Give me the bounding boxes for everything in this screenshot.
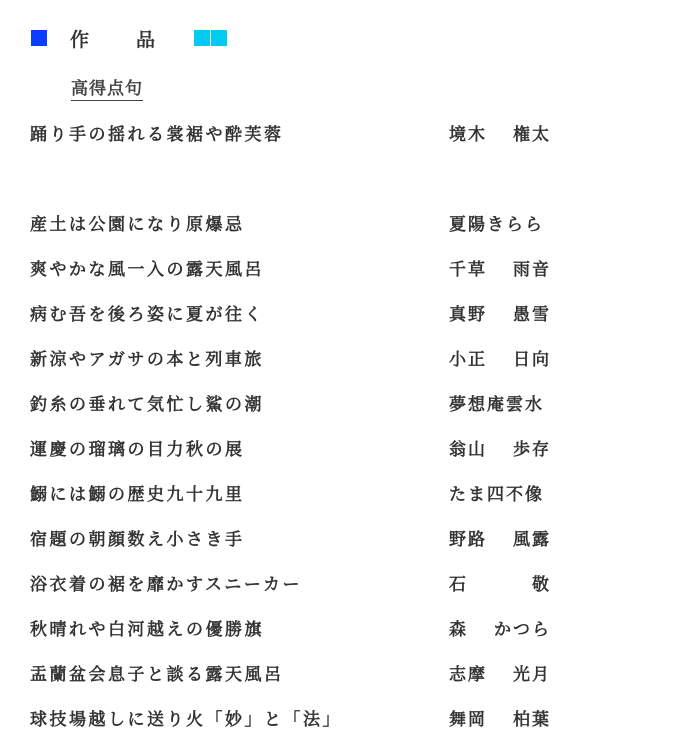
haiku-text: 爽やかな風一入の露天風呂: [30, 260, 264, 280]
haiku-text: 秋晴れや白河越えの優勝旗: [30, 620, 264, 640]
author-given: 権太: [513, 125, 551, 145]
haiku-text: 浴衣着の裾を靡かすスニーカー: [30, 575, 302, 595]
haiku-text: 産土は公園になり原爆忌: [30, 215, 245, 235]
author-surname: 森: [449, 620, 468, 640]
haiku-text: 鰯には鰯の歴史九十九里: [30, 485, 245, 505]
author-name: [449, 615, 551, 640]
list-item: [30, 660, 670, 684]
haiku-text: 盂蘭盆会息子と談る露天風呂: [30, 665, 284, 685]
list-item: [30, 300, 670, 324]
author-name: [449, 480, 551, 505]
author-name: [449, 345, 551, 370]
author-name: [449, 300, 551, 325]
author-name: [449, 660, 551, 685]
haiku-text: 病む吾を後ろ姿に夏が往く: [30, 305, 264, 325]
author-name: [449, 210, 551, 235]
author-given: 柏葉: [513, 710, 551, 730]
author-surname: 夏陽きらら: [449, 215, 544, 235]
author-name: [449, 255, 551, 280]
author-surname: 舞岡: [449, 710, 487, 730]
cyan-square-icon: [194, 30, 210, 46]
author-given: 風露: [513, 530, 551, 550]
author-surname: 境木: [449, 125, 487, 145]
author-name: [449, 120, 551, 145]
author-surname: 野路: [449, 530, 487, 550]
list-item: [30, 120, 670, 144]
author-surname: 夢想庵雲水: [449, 395, 544, 415]
haiku-text: 踊り手の揺れる裳裾や酔芙蓉: [30, 125, 284, 145]
author-given: 敬: [532, 575, 551, 595]
author-given: 愚雪: [513, 305, 551, 325]
author-given: かつら: [494, 620, 551, 640]
haiku-text: 球技場越しに送り火「妙」と「法」: [30, 710, 342, 730]
list-item: [30, 705, 670, 729]
author-surname: 志摩: [449, 665, 487, 685]
author-given: 雨音: [513, 260, 551, 280]
list-item: [30, 390, 670, 414]
list-item: [30, 525, 670, 549]
author-name: [449, 435, 551, 460]
haiku-text: 宿題の朝顔数え小さき手: [30, 530, 245, 550]
list-item: [30, 210, 670, 234]
list-item: [30, 345, 670, 369]
author-surname: 石: [449, 575, 468, 595]
author-given: 歩存: [513, 440, 551, 460]
subtitle: 高得点句: [71, 74, 143, 101]
author-surname: 翁山: [449, 440, 487, 460]
blue-square-icon: [31, 30, 47, 46]
author-name: [449, 570, 551, 595]
author-given: 日向: [513, 350, 551, 370]
cyan-square-icon: [211, 30, 227, 46]
author-surname: 小正: [449, 350, 487, 370]
author-name: [449, 705, 551, 730]
list-item: [30, 255, 670, 279]
author-surname: たま四不像: [449, 485, 544, 505]
author-surname: 真野: [449, 305, 487, 325]
author-name: [449, 390, 551, 415]
list-item: [30, 570, 670, 594]
section-title: 作 品: [70, 28, 170, 51]
author-name: [449, 525, 551, 550]
section-header: [31, 27, 227, 49]
author-surname: 千草: [449, 260, 487, 280]
haiku-text: 釣糸の垂れて気忙し鯊の潮: [30, 395, 264, 415]
haiku-text: 新涼やアガサの本と列車旅: [30, 350, 264, 370]
haiku-text: 運慶の瑠璃の目力秋の展: [30, 440, 245, 460]
list-item: [30, 615, 670, 639]
list-item: [30, 435, 670, 459]
list-item: [30, 480, 670, 504]
author-given: 光月: [513, 665, 551, 685]
